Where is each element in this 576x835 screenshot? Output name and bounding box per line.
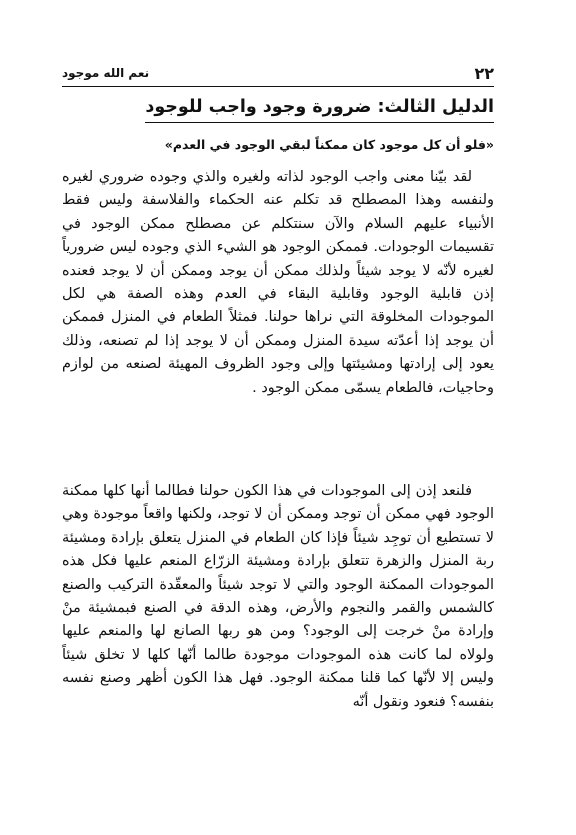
- running-title: نعم الله موجود: [62, 66, 150, 80]
- section-heading: الدليل الثالث: ضرورة وجود واجب للوجود: [145, 94, 494, 123]
- body-paragraph-2: [62, 480, 494, 714]
- paragraph-text: لقد بيّنا معنى واجب الوجود لذاته ولغيره والذي وجوده ضروري لغيره ولنفسه وهذا المصطلح قد تكلم عنه الحكماء والفلاسفة وليس فقط الأنبياء عليهم السلام والآن سنتكلم عن مصطلح ممكن الوجود في تقسيمات الوجودات. فممكن الوجود هو الشيء الذي وجوده ليس ضرورياً لغيره لأنّه لا يوجد شيئاً ولذلك ممكن أن يوجد وممكن أن لا يوجد فعنده إذن قابلية الوجود وقابلية البقاء في العدم وهذه الصفة هي لكل الموجودات المخلوقة التي نراها حولنا. فمثلاً الطعام في المنزل فممكن أن يوجد إذا أعدّته سيدة المنزل وممكن أن لا يوجد إذا لم تصنعه، وذلك يعود إلى إرادتها ومشيئتها وإلى وجود الظروف المهيئة لصنعه من لوازم وحاجيات، فالطعام يسمّى ممكن الوجود .: [62, 169, 494, 396]
- body-paragraph-1: [62, 166, 494, 400]
- page-number: ٢٢: [474, 64, 494, 83]
- running-header: [62, 64, 494, 87]
- pull-quote: «فلو أن كل موجود كان ممكناً لبقي الوجود في العدم»: [164, 137, 494, 152]
- paragraph-text: فلنعد إذن إلى الموجودات في هذا الكون حولنا فطالما أنها كلها ممكنة الوجود فهي ممكن أن توجد وممكن أن لا توجد، ولكنها واقعاً موجودة وهي لا تستطيع أن توجِد شيئاً فإذا كان الطعام في المنزل يتعلق بإرادة ومشيئة ربة المنزل والزهرة تتعلق بإرادة ومشيئة الزرّاع المنعم عليها فكل هذه الموجودات الممكنة الوجود والتي لا توجد شيئاً والمعقّدة التركيب والصنع كالشمس والقمر والنجوم والأرض، وهذه الدقة في الصنع فبمشيئة منْ وإرادة منْ خرجت إلى الوجود؟ ومن هو ربها الصانع لها والمنعم عليها ولولاه لما كانت هذه الموجودات موجودة طالما أنّها كلها لا تخلق شيئاً وليس إلا لأنّها كما قلنا ممكنة الوجود. فهل هذا الكون أظهر وصنع نفسه بنفسه؟ فنعود ونقول أنّه: [62, 483, 494, 710]
